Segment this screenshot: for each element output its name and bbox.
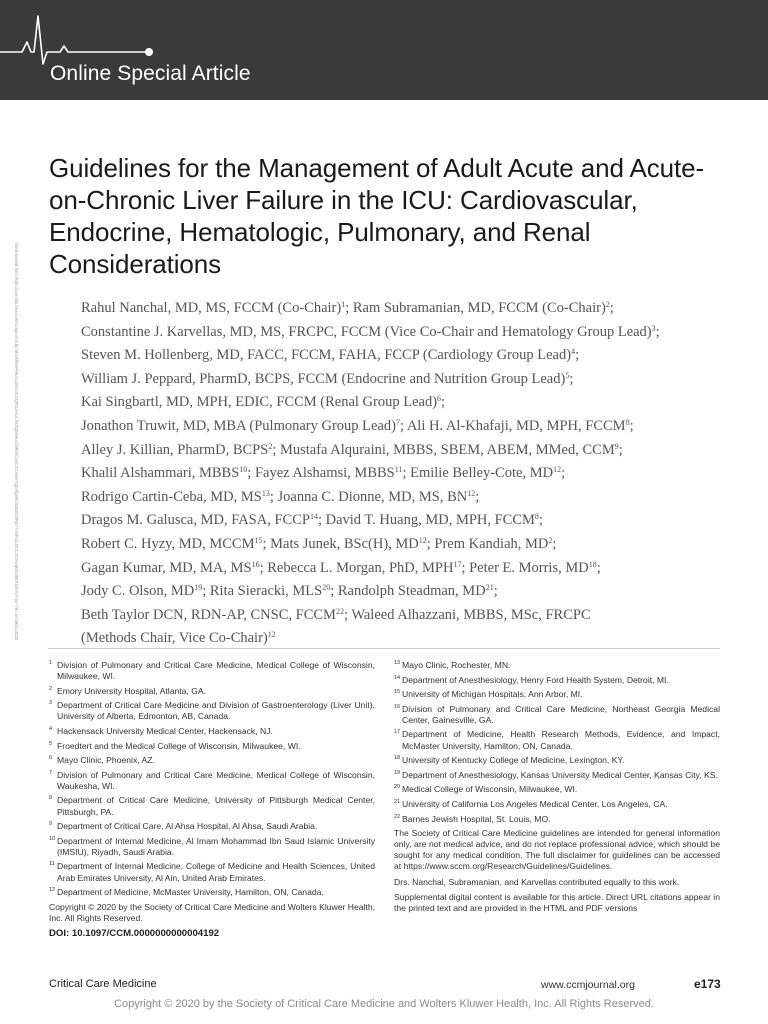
- affiliations-column-left: [49, 660, 375, 939]
- author-text: ; Peter E. Morris, MD: [461, 559, 589, 576]
- affiliation-number: 14: [394, 674, 401, 681]
- affiliation-number: 18: [394, 755, 401, 762]
- affiliation-text: University of California Los Angeles Medical Center, Los Angeles, CA.: [402, 798, 668, 809]
- author-line: [81, 342, 731, 366]
- author-text: ; Mats Junek, BSc(H), MD: [262, 535, 419, 552]
- affiliation-marker: 21: [485, 583, 494, 593]
- author-text: Robert C. Hyzy, MD, MCCM: [81, 535, 255, 552]
- author-text: ;: [475, 488, 480, 505]
- author-text: Alley J. Killian, PharmD, BCPS: [81, 441, 269, 458]
- affiliation-marker: 14: [309, 512, 318, 522]
- author-text: ; Ram Subramanian, MD, FCCM (Co-Chair): [345, 300, 606, 316]
- affiliation-marker: 12: [267, 630, 276, 640]
- affiliation-item: [394, 814, 720, 825]
- affiliation-item: [49, 741, 375, 752]
- affiliation-item: [394, 755, 720, 766]
- affiliation-item: [49, 660, 375, 682]
- affiliation-marker: 16: [251, 559, 260, 569]
- affiliation-text: Division of Pulmonary and Critical Care Medicine, Medical College of Wisconsin, Waukesha, WI.: [57, 769, 375, 791]
- affiliation-item: [49, 755, 375, 766]
- affiliation-marker: 12: [467, 488, 476, 498]
- affiliation-marker: 18: [588, 559, 597, 569]
- affiliation-text: Emory University Hospital, Atlanta, GA.: [57, 685, 207, 696]
- author-text: Dragos M. Galusca, MD, FASA, FCCP: [81, 512, 310, 529]
- affiliation-number: 15: [394, 689, 401, 696]
- affiliation-item: [394, 799, 720, 810]
- affiliation-marker: 19: [194, 583, 203, 593]
- affiliation-item: [49, 821, 375, 832]
- section-label: Online Special Article: [50, 62, 251, 85]
- author-text: Rahul Nanchal, MD, MS, FCCM (Co-Chair): [81, 300, 342, 316]
- affiliation-number: 2: [49, 685, 53, 692]
- author-text: ;: [575, 347, 580, 364]
- affiliation-text: Department of Anesthesiology, Henry Ford Health System, Detroit, MI.: [402, 674, 669, 685]
- author-line: [81, 484, 731, 508]
- affiliation-number: 12: [49, 887, 56, 894]
- affiliation-marker: 17: [453, 559, 462, 569]
- affiliation-marker: 4: [571, 347, 576, 357]
- equal-contribution-note: Drs. Nanchal, Subramanian, and Karvellas contributed equally to this work.: [394, 876, 680, 887]
- page-number: e173: [694, 977, 721, 991]
- author-text: ;: [596, 559, 601, 576]
- affiliation-text: Barnes Jewish Hospital, St. Louis, MO.: [402, 813, 551, 824]
- author-text: ;: [569, 370, 574, 387]
- author-line: [81, 366, 731, 390]
- affiliation-text: University of Kentucky College of Medicine, Lexington, KY.: [402, 755, 625, 766]
- affiliation-item: [394, 689, 720, 700]
- author-text: Rodrigo Cartin-Ceba, MD, MS: [81, 488, 262, 505]
- affiliation-marker: 8: [534, 512, 539, 522]
- article-title: Guidelines for the Management of Adult Acute and Acute-on-Chronic Liver Failure in the ICU: Cardiovascular, Endocrine, Hematologic, Pulmonary, and Renal Considerations: [49, 153, 705, 279]
- affiliation-item: [394, 770, 720, 781]
- affiliation-item: [394, 675, 720, 686]
- affiliation-number: 8: [49, 795, 53, 802]
- affiliation-marker: 6: [437, 394, 442, 404]
- affiliation-marker: 8: [625, 417, 630, 427]
- affiliation-item: [394, 729, 720, 751]
- affiliation-text: Department of Critical Care Medicine and Division of Gastroenterology (Liver Unit), University of Alberta, Edmonton, AB, Canada.: [57, 700, 375, 722]
- author-text: ;: [561, 465, 566, 482]
- affiliation-marker: 11: [394, 465, 403, 475]
- author-line: [81, 507, 731, 531]
- download-watermark: Downloaded from https://journals.lww.com/ccmjournal by BhDMf5ePHKav1zEoum1tQfN4a+kJLhEZgbsIHo4XMi0hCywCX1AWnYQp/IlQrHD3i3D0OdRyi7TvSFl4Cf3VC4/OAVpDDa8KKGKV0Ymy+78= on 08/11/2020: [14, 243, 19, 641]
- affiliation-number: 16: [394, 703, 401, 710]
- author-text: ;: [655, 323, 660, 340]
- affiliation-marker: 13: [261, 488, 270, 498]
- affiliation-item: [49, 686, 375, 697]
- supplemental-content-note: Supplemental digital content is available for this article. Direct URL citations appear in the printed text and are provided in the HTML and PDF versions: [394, 891, 720, 913]
- affiliation-text: Department of Anesthesiology, Kansas University Medical Center, Kansas City, KS.: [402, 769, 718, 780]
- author-text: Gagan Kumar, MD, MA, MS: [81, 559, 252, 576]
- affiliation-number: 13: [394, 660, 401, 666]
- author-text: ; Ali H. Al-Khafaji, MD, MPH, FCCM: [399, 417, 626, 434]
- affiliation-number: 10: [49, 835, 56, 842]
- author-text: ;: [441, 394, 446, 411]
- divider: [48, 648, 720, 649]
- affiliation-text: Medical College of Wisconsin, Milwaukee, WI.: [402, 784, 578, 795]
- author-text: ;: [538, 512, 543, 529]
- affiliation-text: Department of Critical Care Medicine, University of Pittsburgh Medical Center, Pittsburgh, PA.: [57, 795, 375, 817]
- author-line: [81, 460, 731, 484]
- affiliation-item: [49, 795, 375, 817]
- affiliation-number: 1: [49, 660, 53, 666]
- journal-name: Critical Care Medicine: [49, 978, 157, 990]
- author-text: ; Waleed Alhazzani, MBBS, MSc, FRCPC: [343, 606, 591, 623]
- affiliation-number: 20: [394, 784, 401, 791]
- author-line: [81, 625, 731, 649]
- author-line: [81, 437, 731, 461]
- affiliation-marker: 20: [322, 583, 331, 593]
- affiliation-marker: 12: [553, 465, 562, 475]
- affiliation-marker: 2: [548, 535, 553, 545]
- affiliation-item: [394, 704, 720, 726]
- affiliation-item: [49, 726, 375, 737]
- author-text: ; Fayez Alshamsi, MBBS: [247, 465, 395, 482]
- author-text: ; Rebecca L. Morgan, PhD, MPH: [259, 559, 454, 576]
- footer-copyright: Copyright © 2020 by the Society of Critical Care Medicine and Wolters Kluwer Health, Inc. All Rights Reserved.: [114, 998, 654, 1010]
- author-line: [81, 602, 731, 626]
- affiliation-marker: 7: [395, 417, 400, 427]
- affiliation-number: 21: [394, 798, 401, 805]
- author-text: (Methods Chair, Vice Co-Chair): [81, 630, 268, 647]
- affiliation-number: 4: [49, 725, 53, 732]
- affiliation-text: University of Michigan Hospitals, Ann Arbor, MI.: [402, 689, 583, 700]
- author-text: ; Joanna C. Dionne, MD, MS, BN: [269, 488, 468, 505]
- affiliation-item: [49, 836, 375, 858]
- affiliation-text: Department of Medicine, McMaster University, Hamilton, ON, Canada.: [57, 887, 324, 898]
- author-list: [81, 295, 731, 649]
- author-text: ; Randolph Steadman, MD: [330, 583, 486, 600]
- affiliation-marker: 2: [605, 300, 610, 309]
- affiliation-item: [49, 861, 375, 883]
- author-text: ; David T. Huang, MD, MPH, FCCM: [317, 512, 535, 529]
- author-line: [81, 555, 731, 579]
- affiliation-text: Department of Critical Care, Al Ahsa Hospital, Al Ahsa, Saudi Arabia.: [57, 821, 318, 832]
- affiliation-number: 11: [49, 861, 55, 868]
- affiliation-text: Department of Internal Medicine, College of Medicine and Health Sciences, United Arab Emirates University, Al Ain, United Arab Emirates.: [57, 861, 375, 883]
- affiliation-number: 7: [49, 769, 53, 776]
- affiliation-text: Froedtert and the Medical College of Wisconsin, Milwaukee, WI.: [57, 740, 301, 751]
- author-line: [81, 578, 731, 602]
- affiliation-item: [49, 700, 375, 722]
- affiliation-marker: 10: [239, 465, 248, 475]
- author-text: ;: [609, 300, 614, 316]
- journal-url-link[interactable]: www.ccmjournal.org: [541, 979, 635, 991]
- author-line: [81, 531, 731, 555]
- affiliation-marker: 22: [335, 606, 344, 616]
- author-text: ; Emilie Belley-Cote, MD: [402, 465, 554, 482]
- affiliation-text: Hackensack University Medical Center, Hackensack, NJ.: [57, 725, 273, 736]
- author-text: ; Rita Sieracki, MLS: [202, 583, 323, 600]
- affiliation-number: 6: [49, 755, 53, 762]
- affiliation-number: 9: [49, 821, 53, 828]
- author-text: Jody C. Olson, MD: [81, 583, 195, 600]
- affiliation-number: 5: [49, 740, 53, 747]
- doi[interactable]: DOI: 10.1097/CCM.0000000000004192: [49, 927, 220, 939]
- affiliation-marker: 12: [418, 535, 427, 545]
- author-text: ; Mustafa Alquraini, MBBS, SBEM, ABEM, MMed, CCM: [272, 441, 615, 458]
- author-text: William J. Peppard, PharmD, BCPS, FCCM (Endocrine and Nutrition Group Lead): [81, 370, 566, 387]
- affiliation-item: [394, 660, 720, 671]
- affiliation-item: [394, 784, 720, 795]
- author-text: Kai Singbartl, MD, MPH, EDIC, FCCM (Renal Group Lead): [81, 394, 438, 411]
- affiliation-marker: 9: [614, 441, 619, 451]
- author-line: [81, 295, 731, 319]
- author-text: ;: [493, 583, 498, 600]
- author-line: [81, 319, 731, 343]
- author-text: Jonathon Truwit, MD, MBA (Pulmonary Group Lead): [81, 417, 396, 434]
- affiliation-marker: 1: [341, 300, 346, 309]
- author-text: Steven M. Hollenberg, MD, FACC, FCCM, FAHA, FCCP (Cardiology Group Lead): [81, 347, 572, 364]
- author-text: Beth Taylor DCN, RDN-AP, CNSC, FCCM: [81, 606, 336, 623]
- author-line: [81, 413, 731, 437]
- heartbeat-line-icon: [0, 10, 170, 70]
- disclaimer-text: The Society of Critical Care Medicine guidelines are intended for general information only, are not medical advice, and do not replace professional advice, which should be sought for any medical condition. The full disclaimer for guidelines can be accessed at https://www.sccm.org/Research/Guidelines/Guidelines.: [394, 828, 720, 872]
- affiliation-text: Division of Pulmonary and Critical Care Medicine, Northeast Georgia Medical Center, Gainesville, GA.: [402, 703, 720, 725]
- author-text: ;: [618, 441, 623, 458]
- affiliation-item: [49, 887, 375, 898]
- affiliation-text: Mayo Clinic, Rochester, MN.: [402, 660, 511, 670]
- affiliation-text: Mayo Clinic, Phoenix, AZ.: [57, 755, 155, 766]
- affiliation-text: Division of Pulmonary and Critical Care Medicine, Medical College of Wisconsin, Milwaukee, WI.: [57, 660, 375, 682]
- author-text: Khalil Alshammari, MBBS: [81, 465, 240, 482]
- author-text: ; Prem Kandiah, MD: [426, 535, 549, 552]
- author-text: ;: [629, 417, 634, 434]
- author-text: Constantine J. Karvellas, MD, MS, FRCPC, FCCM (Vice Co-Chair and Hematology Group Lead): [81, 323, 652, 340]
- affiliation-marker: 2: [268, 441, 273, 451]
- affiliation-number: 22: [394, 813, 401, 820]
- affiliation-number: 3: [49, 700, 53, 707]
- header-banner: [0, 0, 768, 100]
- affiliation-marker: 3: [651, 323, 656, 333]
- affiliation-text: Department of Internal Medicine, Al Imam Mohammad Ibn Saud Islamic University (IMSIU), Riyadh, Saudi Arabia.: [57, 835, 375, 857]
- affiliation-item: [49, 770, 375, 792]
- author-line: [81, 389, 731, 413]
- affiliations-column-right: [394, 660, 720, 918]
- affiliation-marker: 5: [565, 370, 570, 380]
- affiliation-marker: 15: [254, 535, 263, 545]
- affiliation-number: 19: [394, 769, 401, 776]
- copyright-note: Copyright © 2020 by the Society of Critical Care Medicine and Wolters Kluwer Health, Inc. All Rights Reserved.: [49, 901, 375, 923]
- affiliation-number: 17: [394, 729, 401, 736]
- author-text: ;: [552, 535, 557, 552]
- affiliation-text: Department of Medicine, Health Research Methods, Evidence, and Impact, McMaster University, Hamilton, ON, Canada.: [402, 729, 720, 751]
